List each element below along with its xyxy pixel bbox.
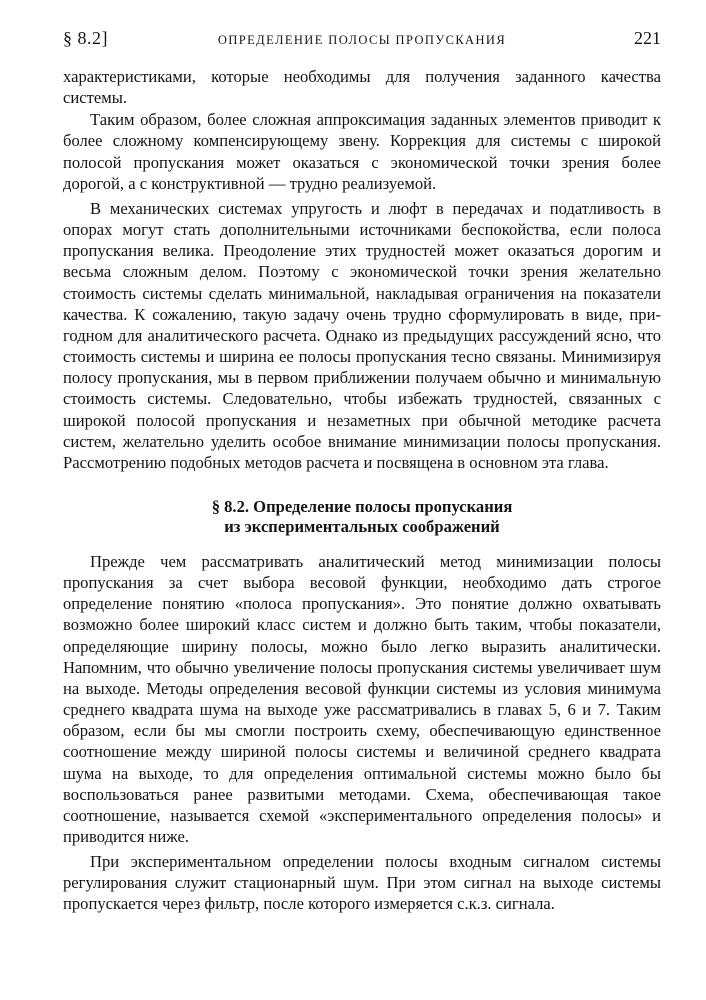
paragraph-continued: характеристиками, которые необходимы для получения заданного качества системы. bbox=[63, 67, 661, 108]
paragraph: В механических системах упругость и люфт в передачах и податливость в опорах могут стать дополнительными источниками беспокойства, если полоса пропускания велика. Преодоление этих трудностей может оказаться дорогим и весьма сложным делом. Поэтому с экономической точки зрения желательно стоимость системы сделать минимальной, накладывая ограничения на показатели качества. К сожалению, такую задачу очень трудно сформулировать в виде, пригодном для аналитического расчета. Однако из предыдущих рассуждений ясно, что стоимость системы и ширина ее полосы пропускания тесно связаны. Минимизируя полосу пропускания, мы в первом приближении получаем обычно и минимальную стоимость системы. Следовательно, чтобы избежать трудностей, связанных с широкой полосой пропускания и незаметных при обычной методике расчета систем, желательно уделить особое внимание минимизации полосы пропускания. Рассмотрению подобных методов расчета и посвящена в основном эта глава. bbox=[63, 198, 661, 472]
header-chapter-title: ОПРЕДЕЛЕНИЕ ПОЛОСЫ ПРОПУСКАНИЯ bbox=[217, 33, 507, 47]
running-header bbox=[63, 28, 661, 54]
header-section-ref: § 8.2] bbox=[63, 28, 108, 48]
section-heading-line-2: из экспериментальных соображений bbox=[224, 516, 500, 536]
section-heading-line-1: § 8.2. Определение полосы пропускания bbox=[211, 496, 513, 516]
paragraph: Таким образом, более сложная аппроксимация заданных элементов приводит к более сложному компенсирующему звену. Коррекция для системы с широкой полосой пропускания может оказаться с экономической точки зрения более дорогой, а с конструктивной — трудно реализуемой. bbox=[63, 110, 661, 193]
paragraph: При экспериментальном определении полосы входным сигналом системы регулирования служит стационарный шум. При этом сигнал на выходе системы пропускается через фильтр, после которого измеряется с.к.з. сигнала. bbox=[63, 852, 661, 914]
paragraph: Прежде чем рассматривать аналитический метод минимизации полосы пропускания за счет выбора весовой функции, необходимо дать строгое определение понятию «полоса пропускания». Это понятие должно охватывать возможно более широкий класс систем и должно быть таким, чтобы показатели, определяющие ширину полосы, можно было легко выразить аналитически. Напомним, что обычно увеличение полосы пропускания системы увеличивает шум на выходе. Методы определения весовой функции системы из условия минимума среднего квадрата шума на выходе уже рассматривались в главах 5, 6 и 7. Таким образом, если бы мы смогли построить схему, обеспечивающую единственное соотношение между шириной полосы системы и величиной среднего квадрата шума на выходе, то для определения оптимальной системы можно было бы воспользоваться ранее развитыми методами. Схема, обеспечивающая такое соотношение, называется схемой «экспериментального определения полосы» и приводится ниже. bbox=[63, 551, 661, 846]
page-number: 221 bbox=[634, 28, 661, 48]
section-heading bbox=[63, 497, 661, 537]
body-text bbox=[63, 66, 661, 915]
